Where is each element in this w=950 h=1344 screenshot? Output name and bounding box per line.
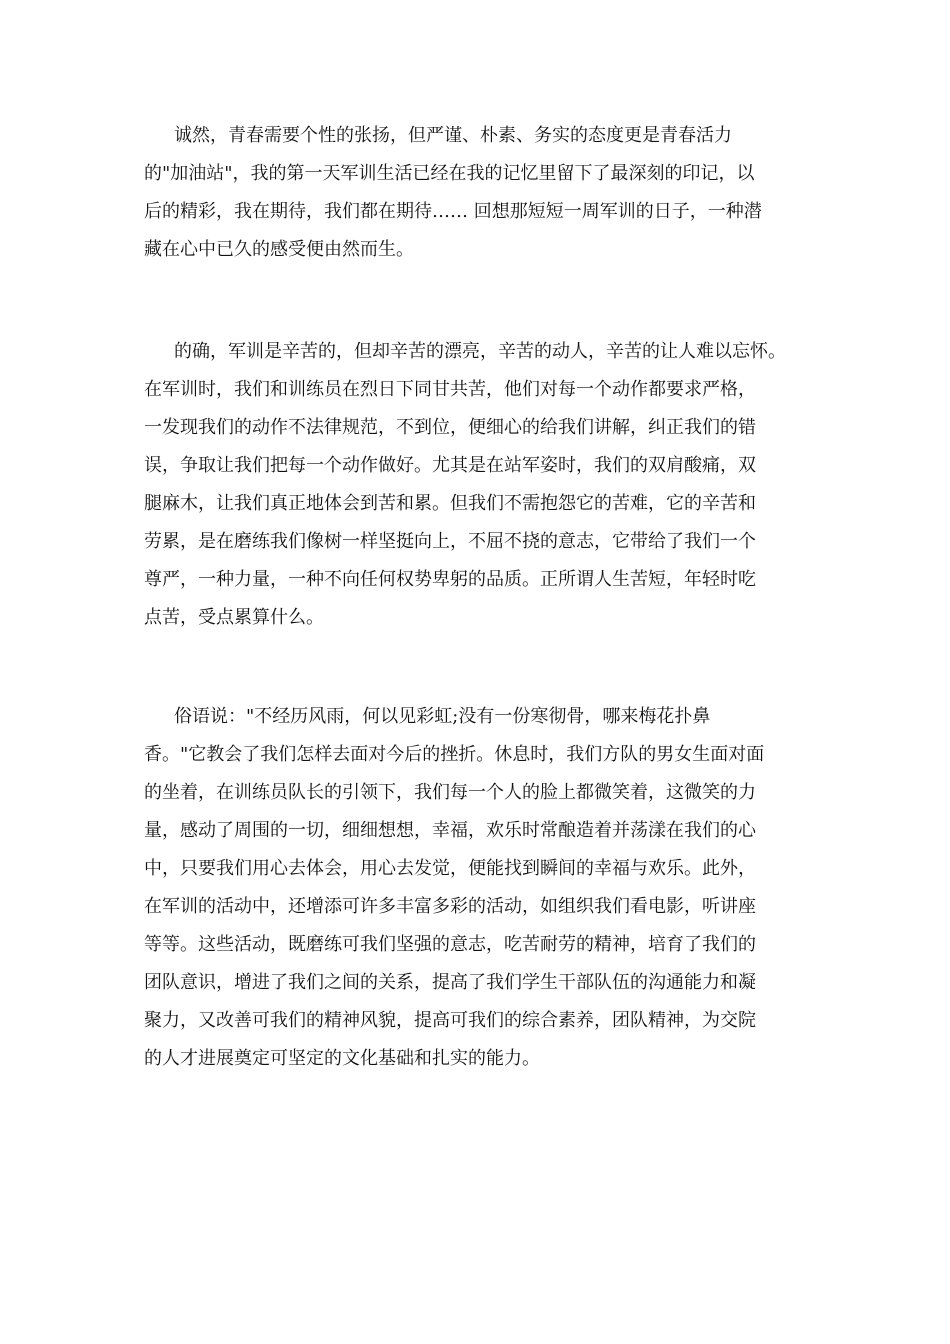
paragraph-line: 点苦，受点累算什么。 (144, 607, 324, 628)
paragraph-line: 在军训的活动中，还增添可许多丰富多彩的活动，如组织我们看电影，听讲座 (144, 896, 756, 917)
paragraph-line: 劳累，是在磨练我们像树一样坚挺向上，不屈不挠的意志，它带给了我们一个 (144, 531, 756, 552)
paragraph-line: 俗语说："不经历风雨，何以见彩虹;没有一份寒彻骨，哪来梅花扑鼻 (174, 706, 711, 727)
paragraph-line: 的人才进展奠定可坚定的文化基础和扎实的能力。 (144, 1048, 540, 1069)
paragraph-line: 香。"它教会了我们怎样去面对今后的挫折。休息时，我们方队的男女生面对面 (144, 744, 765, 765)
paragraph-1 (144, 117, 824, 269)
paragraph-line: 聚力，又改善可我们的精神风貌，提高可我们的综合素养，团队精神，为交院 (144, 1010, 756, 1031)
paragraph-line: 团队意识，增进了我们之间的关系，提高了我们学生干部队伍的沟通能力和凝 (144, 972, 756, 993)
paragraph-2 (144, 333, 824, 637)
paragraph-line: 误，争取让我们把每一个动作做好。尤其是在站军姿时，我们的双肩酸痛，双 (144, 455, 756, 476)
paragraph-line: 尊严，一种力量，一种不向任何权势卑躬的品质。正所谓人生苦短，年轻时吃 (144, 569, 756, 590)
paragraph-line: 诚然，青春需要个性的张扬，但严谨、朴素、务实的态度更是青春活力 (174, 125, 732, 146)
paragraph-line: 的确，军训是辛苦的，但却辛苦的漂亮，辛苦的动人，辛苦的让人难以忘怀。 (174, 341, 786, 362)
paragraph-line: 量，感动了周围的一切，细细想想，幸福，欢乐时常酿造着并荡漾在我们的心 (144, 820, 756, 841)
paragraph-line: 中，只要我们用心去体会，用心去发觉，便能找到瞬间的幸福与欢乐。此外， (144, 858, 756, 879)
paragraph-line: 腿麻木，让我们真正地体会到苦和累。但我们不需抱怨它的苦难，它的辛苦和 (144, 493, 756, 514)
paragraph-line: 在军训时，我们和训练员在烈日下同甘共苦，他们对每一个动作都要求严格， (144, 379, 756, 400)
paragraph-line: 藏在心中已久的感受便由然而生。 (144, 239, 414, 260)
paragraph-line: 后的精彩，我在期待，我们都在期待…… 回想那短短一周军训的日子，一种潜 (144, 201, 762, 222)
paragraph-line: 等等。这些活动，既磨练可我们坚强的意志，吃苦耐劳的精神，培育了我们的 (144, 934, 756, 955)
paragraph-line: 的坐着，在训练员队长的引领下，我们每一个人的脸上都微笑着，这微笑的力 (144, 782, 756, 803)
paragraph-line: 一发现我们的动作不法律规范，不到位，便细心的给我们讲解，纠正我们的错 (144, 417, 756, 438)
paragraph-line: 的"加油站"，我的第一天军训生活已经在我的记忆里留下了最深刻的印记，以 (144, 163, 755, 184)
paragraph-3 (144, 698, 824, 1078)
